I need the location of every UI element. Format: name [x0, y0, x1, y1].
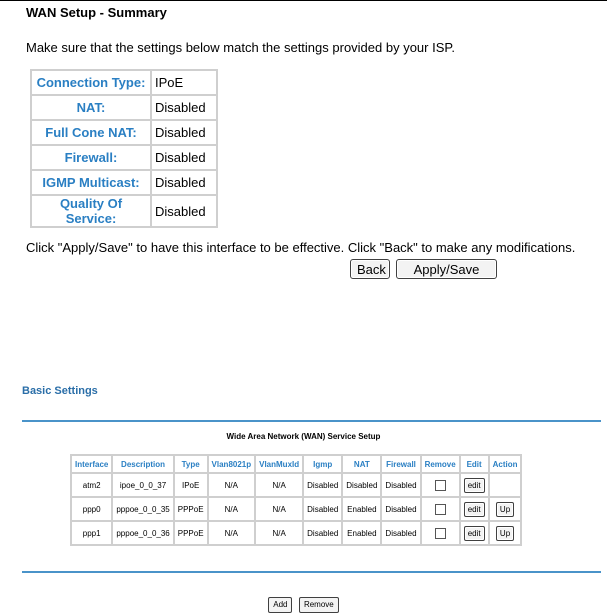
summary-value: Disabled [151, 95, 217, 120]
column-header-remove: Remove [421, 455, 460, 473]
cell-firewall: Disabled [381, 497, 420, 521]
apply-save-button[interactable]: Apply/Save [396, 259, 497, 279]
bottom-actions [0, 594, 607, 613]
cell-vlan8021p: N/A [208, 497, 256, 521]
summary-row [31, 145, 217, 170]
page-title: WAN Setup - Summary [26, 5, 167, 20]
column-header-edit: Edit [460, 455, 489, 473]
summary-label: NAT: [31, 95, 151, 120]
apply-instructions: Click "Apply/Save" to have this interface to be effective. Click "Back" to make any modifications. [26, 240, 576, 255]
wan-table-caption: Wide Area Network (WAN) Service Setup [226, 432, 381, 441]
column-header-firewall: Firewall [381, 455, 420, 473]
summary-value: Disabled [151, 145, 217, 170]
cell-vlanmuxid: N/A [255, 497, 303, 521]
summary-label: Connection Type: [31, 70, 151, 95]
summary-value: Disabled [151, 170, 217, 195]
summary-row [31, 170, 217, 195]
summary-label: Firewall: [31, 145, 151, 170]
top-border-line [0, 0, 607, 1]
cell-igmp: Disabled [303, 521, 342, 545]
cell-vlan8021p: N/A [208, 473, 256, 497]
divider-top [22, 420, 601, 422]
cell-igmp: Disabled [303, 497, 342, 521]
column-header-action: Action [489, 455, 522, 473]
cell-remove [421, 473, 460, 497]
remove-checkbox[interactable] [435, 480, 446, 491]
summary-value: Disabled [151, 120, 217, 145]
cell-description: pppoe_0_0_36 [112, 521, 173, 545]
cell-edit [460, 521, 489, 545]
cell-igmp: Disabled [303, 473, 342, 497]
remove-button[interactable]: Remove [299, 597, 339, 613]
remove-checkbox[interactable] [435, 504, 446, 515]
cell-nat: Enabled [342, 521, 381, 545]
cell-remove [421, 497, 460, 521]
cell-interface: atm2 [71, 473, 112, 497]
cell-action [489, 521, 522, 545]
cell-vlan8021p: N/A [208, 521, 256, 545]
table-header-row [71, 455, 521, 473]
column-header-vlan8021p: Vlan8021p [208, 455, 256, 473]
back-button[interactable]: Back [350, 259, 390, 279]
basic-settings-heading: Basic Settings [22, 385, 98, 397]
summary-label: Full Cone NAT: [31, 120, 151, 145]
cell-type: IPoE [174, 473, 208, 497]
cell-description: ipoe_0_0_37 [112, 473, 173, 497]
wan-service-table [70, 454, 522, 546]
divider-bottom [22, 571, 601, 573]
summary-value: Disabled [151, 195, 217, 227]
summary-row [31, 195, 217, 227]
cell-vlanmuxid: N/A [255, 521, 303, 545]
edit-button[interactable]: edit [464, 526, 485, 541]
up-button[interactable]: Up [496, 502, 514, 517]
column-header-igmp: Igmp [303, 455, 342, 473]
cell-type: PPPoE [174, 521, 208, 545]
cell-interface: ppp1 [71, 521, 112, 545]
column-header-nat: NAT [342, 455, 381, 473]
summary-row [31, 95, 217, 120]
summary-label: IGMP Multicast: [31, 170, 151, 195]
cell-nat: Disabled [342, 473, 381, 497]
summary-label: Quality Of Service: [31, 195, 151, 227]
table-row [71, 521, 521, 545]
column-header-type: Type [174, 455, 208, 473]
cell-interface: ppp0 [71, 497, 112, 521]
add-button[interactable]: Add [268, 597, 292, 613]
remove-checkbox[interactable] [435, 528, 446, 539]
up-button[interactable]: Up [496, 526, 514, 541]
cell-firewall: Disabled [381, 521, 420, 545]
table-row [71, 497, 521, 521]
column-header-description: Description [112, 455, 173, 473]
cell-type: PPPoE [174, 497, 208, 521]
cell-vlanmuxid: N/A [255, 473, 303, 497]
cell-description: pppoe_0_0_35 [112, 497, 173, 521]
cell-nat: Enabled [342, 497, 381, 521]
edit-button[interactable]: edit [464, 478, 485, 493]
cell-remove [421, 521, 460, 545]
cell-action [489, 473, 522, 497]
summary-row [31, 120, 217, 145]
summary-table [30, 69, 218, 228]
cell-action [489, 497, 522, 521]
cell-firewall: Disabled [381, 473, 420, 497]
column-header-interface: Interface [71, 455, 112, 473]
intro-text: Make sure that the settings below match the settings provided by your ISP. [26, 40, 455, 55]
summary-row [31, 70, 217, 95]
cell-edit [460, 497, 489, 521]
table-row [71, 473, 521, 497]
summary-value: IPoE [151, 70, 217, 95]
column-header-vlanmuxid: VlanMuxId [255, 455, 303, 473]
cell-edit [460, 473, 489, 497]
edit-button[interactable]: edit [464, 502, 485, 517]
